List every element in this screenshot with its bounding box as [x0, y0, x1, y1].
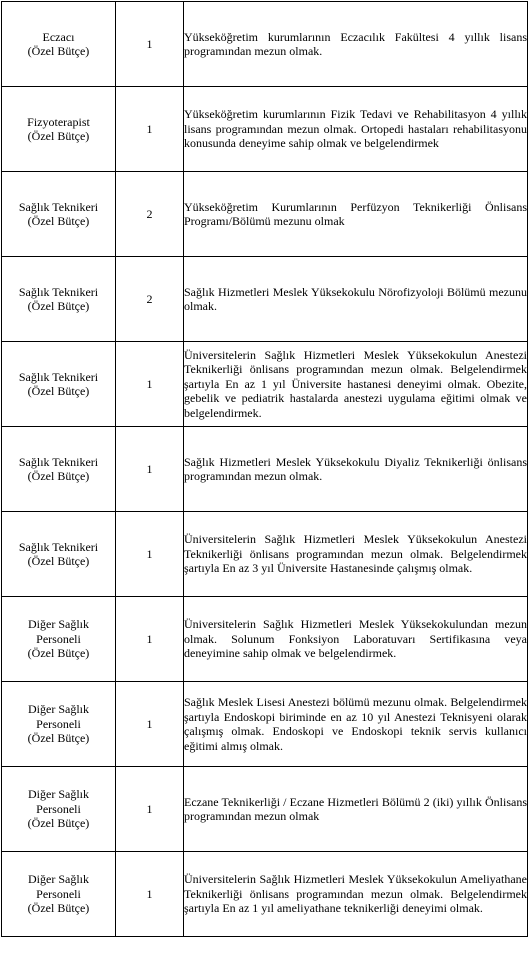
table-row: [2, 682, 528, 767]
position-title-line: Diğer Sağlık: [28, 872, 89, 887]
position-count-cell: 2: [116, 257, 184, 342]
position-title-line: (Özel Bütçe): [27, 129, 90, 143]
position-title-line: (Özel Bütçe): [27, 816, 90, 831]
position-requirement-cell: Üniversitelerin Sağlık Hizmetleri Meslek Yüksekokulun Anestezi Teknikerliği önlisans programından mezun olmak. Belgelendirmek şartıyla En az 1 yıl Üniversite hastanesi deneyimi olmak. Obezite, gebelik ve pediatrik hastalarda anestezi uygulama eğitimi olmak ve belgelendirmek.: [184, 342, 528, 427]
position-title-cell: [2, 2, 116, 87]
position-title-line: Eczacı: [42, 29, 75, 44]
table-row: [2, 597, 528, 682]
position-title-line: (Özel Bütçe): [27, 469, 90, 483]
position-title-line: Diğer Sağlık: [28, 702, 89, 717]
position-title-line: (Özel Bütçe): [27, 44, 90, 58]
position-title-line: Diğer Sağlık: [28, 617, 89, 632]
position-title-line: Sağlık Teknikeri: [18, 539, 99, 554]
position-title-line: (Özel Bütçe): [27, 731, 90, 746]
table-row: [2, 172, 528, 257]
position-title-line: Sağlık Teknikeri: [18, 454, 99, 469]
position-title-cell: [2, 342, 116, 427]
position-title-cell: [2, 852, 116, 937]
table-row: [2, 342, 528, 427]
position-title-line: (Özel Bütçe): [27, 384, 90, 398]
position-title-line: Sağlık Teknikeri: [18, 284, 99, 299]
position-title-cell: [2, 767, 116, 852]
position-count-cell: 1: [116, 682, 184, 767]
table-row: [2, 427, 528, 512]
position-count-cell: 1: [116, 767, 184, 852]
position-title-cell: [2, 257, 116, 342]
position-requirement-cell: Üniversitelerin Sağlık Hizmetleri Meslek Yüksekokulun Anestezi Teknikerliği önlisans programından mezun olmak. Belgelendirmek şartıyla En az 3 yıl Üniversite Hastanesinde çalışmış olmak.: [184, 512, 528, 597]
position-title-line: Fizyoterapist: [27, 114, 90, 129]
position-title-cell: [2, 512, 116, 597]
position-title-line: Personeli: [36, 631, 81, 646]
table-row: [2, 2, 528, 87]
position-title-line: Personeli: [36, 801, 81, 816]
position-title-cell: [2, 682, 116, 767]
position-title-line: Diğer Sağlık: [28, 787, 89, 802]
position-count-cell: 2: [116, 172, 184, 257]
position-count-cell: 1: [116, 87, 184, 172]
position-title-line: (Özel Bütçe): [27, 646, 90, 661]
position-count-cell: 1: [116, 2, 184, 87]
position-requirement-cell: Sağlık Hizmetleri Meslek Yüksekokulu Diyaliz Teknikerliği önlisans programından mezun olmak.: [184, 427, 528, 512]
position-title-line: Sağlık Teknikeri: [18, 369, 99, 384]
table-row: [2, 512, 528, 597]
positions-table-body: [2, 2, 528, 937]
position-title-line: Personeli: [36, 886, 81, 901]
table-row: [2, 767, 528, 852]
position-title-cell: [2, 172, 116, 257]
position-requirement-cell: Sağlık Meslek Lisesi Anestezi bölümü mezunu olmak. Belgelendirmek şartıyla Endoskopi biriminde en az 10 yıl Anestezi Teknisyeni olarak çalışmış olmak. Endoskopi ve Endoskopi teknik servis kullanıcı eğitimi almış olmak.: [184, 682, 528, 767]
table-row: [2, 852, 528, 937]
position-requirement-cell: Üniversitelerin Sağlık Hizmetleri Meslek Yüksekokulun Ameliyathane Teknikerliği önlisans programından mezun olmak. Belgelendirmek şartıyla En az 1 yıl ameliyathane teknikerliği deneyimi olmak.: [184, 852, 528, 937]
position-title-line: (Özel Bütçe): [27, 901, 90, 916]
position-title-cell: [2, 87, 116, 172]
position-requirement-cell: Yükseköğretim kurumlarının Eczacılık Fakültesi 4 yıllık lisans programından mezun olmak.: [184, 2, 528, 87]
position-count-cell: 1: [116, 597, 184, 682]
position-count-cell: 1: [116, 427, 184, 512]
position-count-cell: 1: [116, 852, 184, 937]
position-title-line: (Özel Bütçe): [27, 214, 90, 228]
position-title-line: Personeli: [36, 716, 81, 731]
position-requirement-cell: Yükseköğretim Kurumlarının Perfüzyon Teknikerliği Önlisans Programı/Bölümü mezunu olmak: [184, 172, 528, 257]
table-row: [2, 257, 528, 342]
position-title-cell: [2, 427, 116, 512]
position-requirement-cell: Sağlık Hizmetleri Meslek Yüksekokulu Nörofizyoloji Bölümü mezunu olmak.: [184, 257, 528, 342]
position-count-cell: 1: [116, 342, 184, 427]
positions-table: [1, 1, 528, 937]
position-title-line: Sağlık Teknikeri: [18, 199, 99, 214]
table-row: [2, 87, 528, 172]
position-title-cell: [2, 597, 116, 682]
position-title-line: (Özel Bütçe): [27, 299, 90, 313]
position-requirement-cell: Yükseköğretim kurumlarının Fizik Tedavi ve Rehabilitasyon 4 yıllık lisans programından mezun olmak. Ortopedi hastaları rehabilitasyonu konusunda deneyime sahip olmak ve belgelendirmek: [184, 87, 528, 172]
position-requirement-cell: Eczane Teknikerliği / Eczane Hizmetleri Bölümü 2 (iki) yıllık Önlisans programından mezun olmak: [184, 767, 528, 852]
position-count-cell: 1: [116, 512, 184, 597]
position-requirement-cell: Üniversitelerin Sağlık Hizmetleri Meslek Yüksekokulundan mezun olmak. Solunum Fonksiyon Laboratuvarı Sertifikasına veya deneyimine sahip olmak ve belgelendirmek.: [184, 597, 528, 682]
position-title-line: (Özel Bütçe): [27, 554, 90, 568]
